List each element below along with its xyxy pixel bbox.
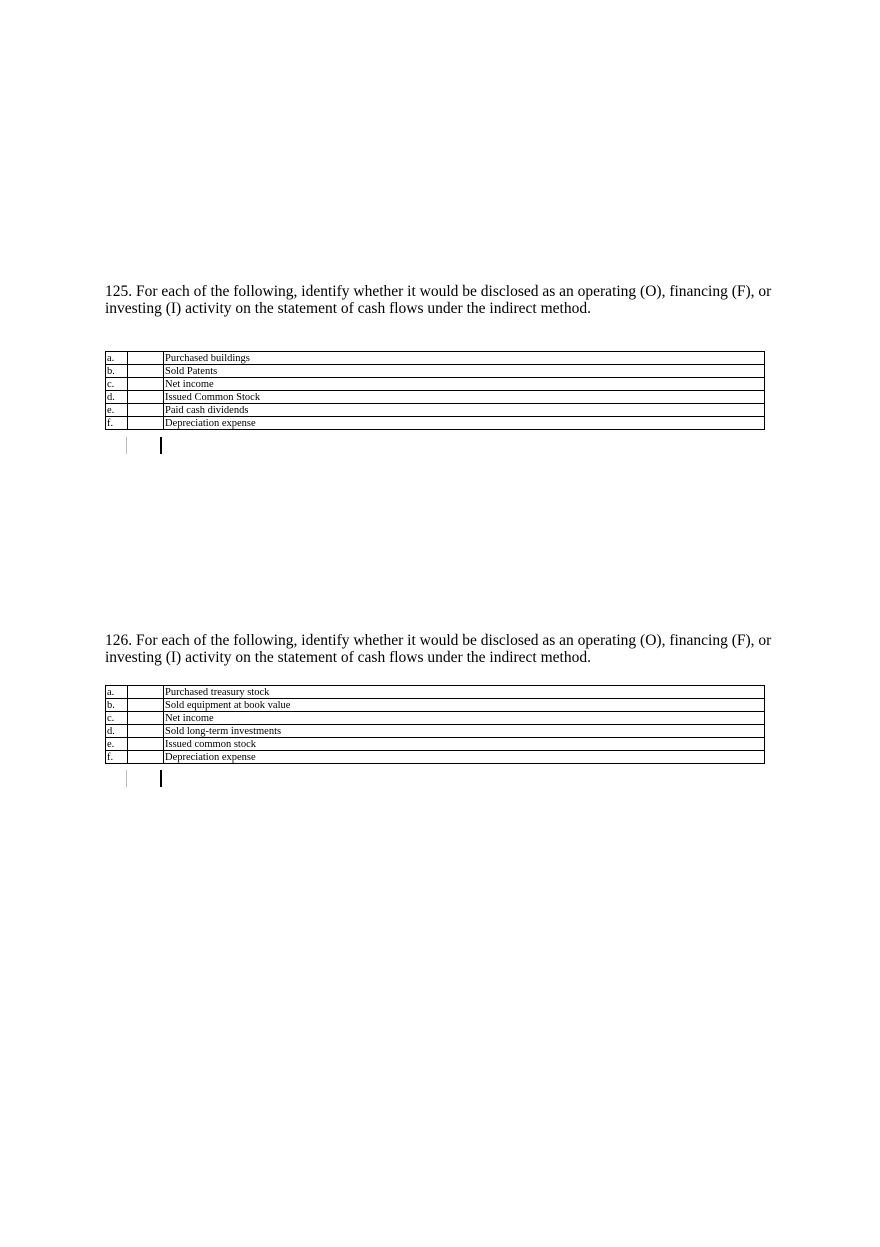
table-row [106,378,765,391]
answer-cell[interactable] [128,712,164,725]
answer-cell[interactable] [128,417,164,430]
question-126-answer-table [105,685,765,764]
row-letter: e. [106,738,128,751]
table-row [106,751,765,764]
table-row [106,352,765,365]
answer-cell[interactable] [128,751,164,764]
row-item: Net income [164,712,765,725]
table-row [106,417,765,430]
row-letter: d. [106,725,128,738]
table-tail-line [160,770,162,787]
row-letter: c. [106,378,128,391]
row-item: Purchased buildings [164,352,765,365]
answer-cell[interactable] [128,352,164,365]
row-item: Sold equipment at book value [164,699,765,712]
answer-cell[interactable] [128,686,164,699]
row-letter: f. [106,417,128,430]
table-row [106,738,765,751]
answer-cell[interactable] [128,404,164,417]
row-item: Depreciation expense [164,417,765,430]
table-row [106,725,765,738]
row-letter: e. [106,404,128,417]
row-item: Paid cash dividends [164,404,765,417]
question-125-answer-table [105,351,765,430]
question-125-text: 125. For each of the following, identify whether it would be disclosed as an operating (O), financing (F), or investing (I) activity on the statement of cash flows under the indirect method. [105,283,772,317]
row-letter: f. [106,751,128,764]
table-row [106,404,765,417]
row-item: Purchased treasury stock [164,686,765,699]
answer-cell[interactable] [128,365,164,378]
table-row [106,712,765,725]
row-item: Issued Common Stock [164,391,765,404]
row-letter: a. [106,686,128,699]
row-item: Issued common stock [164,738,765,751]
table-row [106,699,765,712]
row-letter: b. [106,699,128,712]
table-row [106,391,765,404]
table-row [106,686,765,699]
row-letter: a. [106,352,128,365]
question-126-text: 126. For each of the following, identify whether it would be disclosed as an operating (O), financing (F), or investing (I) activity on the statement of cash flows under the indirect method. [105,632,772,666]
row-letter: d. [106,391,128,404]
answer-cell[interactable] [128,699,164,712]
row-letter: b. [106,365,128,378]
row-item: Sold Patents [164,365,765,378]
table-tail-line [126,770,127,787]
table-row [106,365,765,378]
answer-cell[interactable] [128,738,164,751]
row-letter: c. [106,712,128,725]
answer-cell[interactable] [128,391,164,404]
table-tail-line [160,437,162,454]
row-item: Net income [164,378,765,391]
row-item: Sold long-term investments [164,725,765,738]
answer-cell[interactable] [128,378,164,391]
answer-cell[interactable] [128,725,164,738]
table-tail-line [126,437,127,454]
row-item: Depreciation expense [164,751,765,764]
